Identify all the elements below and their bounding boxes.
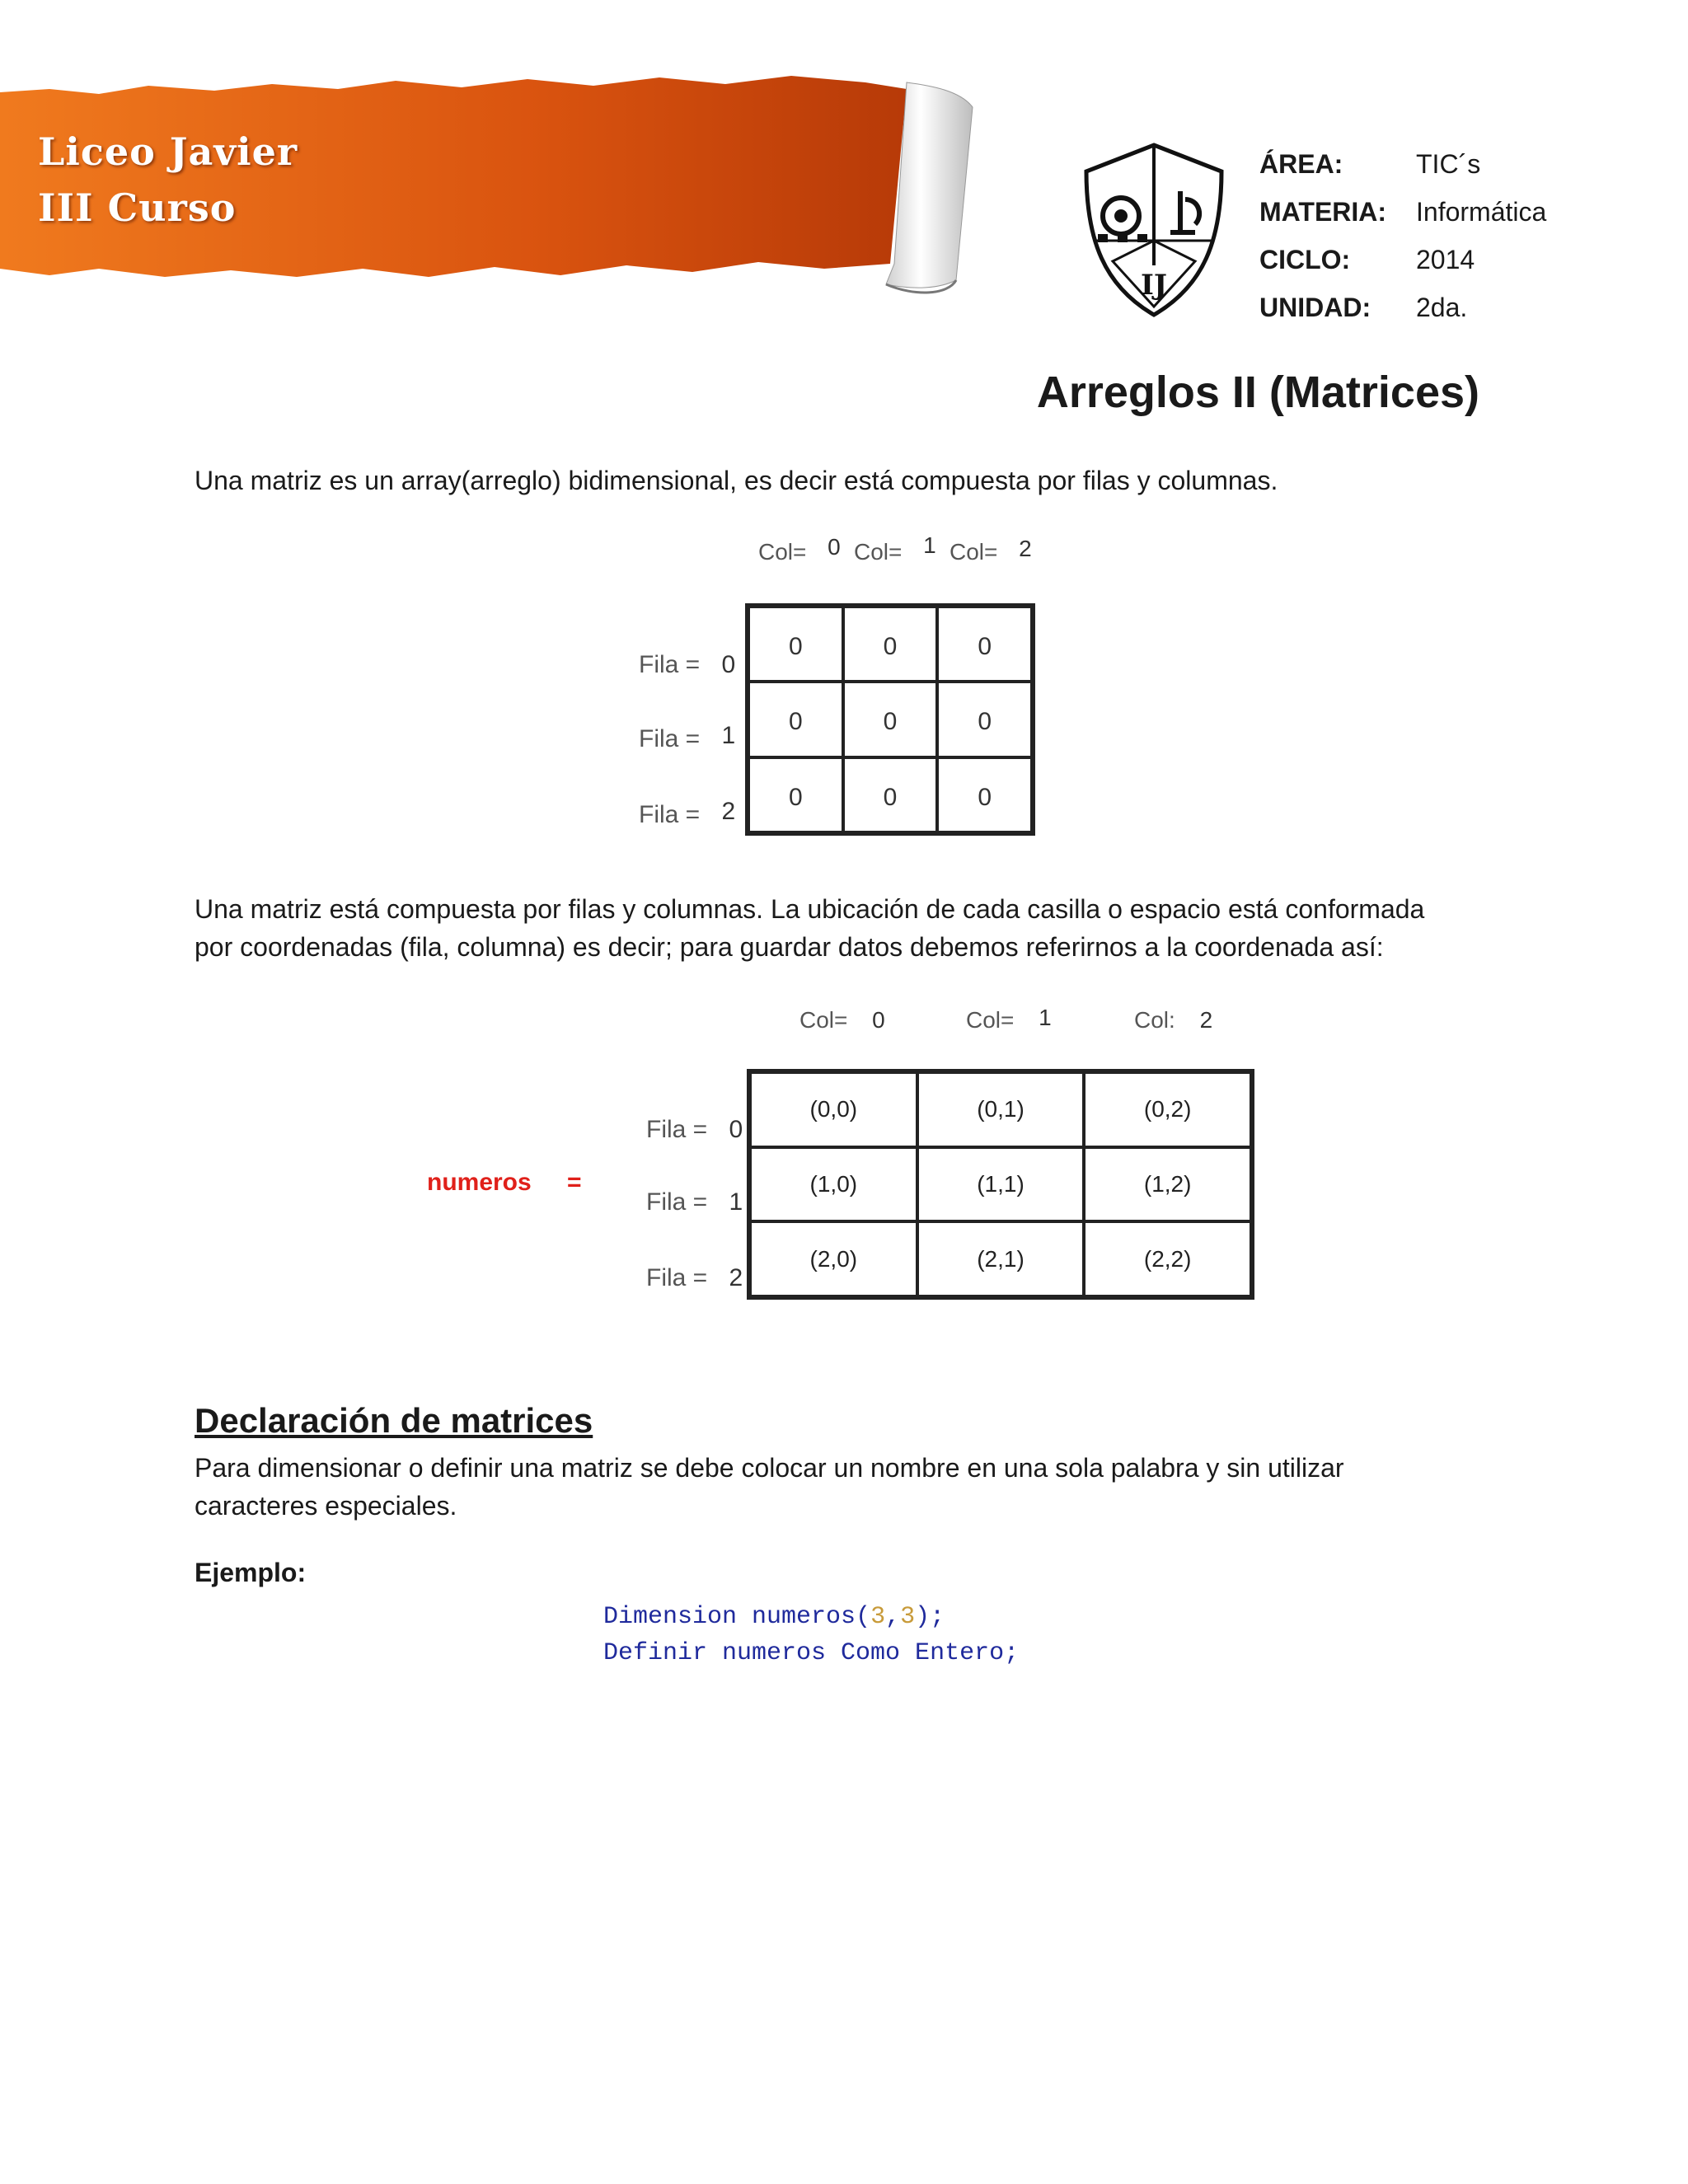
- intro-paragraph: Una matriz es un array(arreglo) bidimensional, es decir está compuesta por filas y columnas.: [195, 466, 1278, 495]
- matrix-cell: (1,0): [750, 1147, 917, 1222]
- paragraph-line: por coordenadas (fila, columna) es decir; para guardar datos debemos referirnos a la coordenada así:: [195, 932, 1384, 962]
- paragraph-line: Para dimensionar o definir una matriz se debe colocar un nombre en una sola palabra y sin utilizar: [195, 1453, 1344, 1483]
- row-label: Fila =: [639, 725, 701, 752]
- info-row-ciclo: [1259, 236, 1546, 284]
- paragraph-line: caracteres especiales.: [195, 1491, 457, 1521]
- matrix-cell: 0: [843, 607, 938, 682]
- matrix-cell: 0: [748, 757, 843, 832]
- row-header: [646, 1188, 743, 1216]
- matrix-cell: 0: [748, 607, 843, 682]
- row-header: [639, 798, 736, 829]
- code-punctuation: );: [915, 1603, 945, 1631]
- matrix-cell: (0,1): [917, 1072, 1085, 1147]
- matrix-equals-sign: =: [567, 1169, 582, 1196]
- matrix-cell: 0: [748, 682, 843, 757]
- col-label: Col=: [854, 539, 903, 565]
- matrix-cell: (0,0): [750, 1072, 917, 1147]
- col-label: Col=: [758, 539, 807, 565]
- banner-title: [38, 124, 298, 236]
- info-value: TIC´s: [1416, 148, 1481, 179]
- col-label: Col=: [950, 539, 998, 565]
- col-label: Col:: [1134, 1007, 1175, 1033]
- col-index: 2: [1019, 536, 1032, 561]
- col-index: 0: [828, 534, 841, 560]
- code-punctuation: (: [856, 1603, 871, 1631]
- coordinates-paragraph: [195, 890, 1480, 966]
- matrix-cell: (2,2): [1084, 1221, 1251, 1296]
- column-header: [950, 536, 1032, 565]
- matrix-cell: (1,1): [917, 1147, 1085, 1222]
- col-index: 1: [1039, 1005, 1052, 1030]
- column-header: [1134, 1007, 1212, 1033]
- column-header: [758, 534, 841, 565]
- code-number: 3: [870, 1603, 886, 1631]
- matrix-cell: 0: [843, 757, 938, 832]
- col-index: 0: [872, 1007, 885, 1033]
- row-index: 0: [721, 651, 736, 678]
- row-index: 0: [729, 1116, 743, 1143]
- matrix-cell: 0: [937, 607, 1032, 682]
- section-heading: Declaración de matrices: [195, 1401, 593, 1440]
- banner-line-1: Liceo Javier: [38, 129, 298, 174]
- row-header: [639, 722, 736, 753]
- info-value: 2da.: [1416, 292, 1468, 322]
- school-shield-icon: [1080, 142, 1228, 319]
- matrix2-grid: [747, 1069, 1254, 1300]
- row-label: Fila =: [639, 801, 701, 828]
- row-label: Fila =: [646, 1188, 708, 1216]
- row-header: [646, 1116, 743, 1144]
- row-header: [646, 1264, 743, 1292]
- code-number: 3: [900, 1603, 916, 1631]
- info-row-unidad: [1259, 284, 1546, 331]
- code-punctuation: ,: [885, 1603, 901, 1631]
- matrix-cell: (1,2): [1084, 1147, 1251, 1222]
- info-row-area: [1259, 140, 1546, 188]
- info-key: ÁREA:: [1259, 148, 1343, 179]
- matrix-cell: 0: [937, 682, 1032, 757]
- page-title: Arreglos II (Matrices): [1036, 368, 1479, 417]
- info-key: CICLO:: [1259, 244, 1351, 274]
- matrix1-grid: [745, 603, 1035, 836]
- code-line: Definir numeros Como Entero;: [603, 1639, 1020, 1667]
- row-label: Fila =: [639, 651, 701, 678]
- matrix-cell: 0: [843, 682, 938, 757]
- row-header: [639, 651, 735, 679]
- matrix-variable-name: numeros: [427, 1169, 532, 1196]
- column-header: [799, 1007, 885, 1033]
- matrix-cell: (0,2): [1084, 1072, 1251, 1147]
- code-keyword: Dimension numeros: [603, 1603, 856, 1631]
- col-index: 1: [923, 532, 936, 558]
- col-label: Col=: [966, 1007, 1015, 1033]
- row-label: Fila =: [646, 1264, 708, 1291]
- info-key: MATERIA:: [1259, 196, 1387, 227]
- info-key: UNIDAD:: [1259, 292, 1372, 322]
- col-label: Col=: [799, 1007, 848, 1033]
- code-line: [603, 1599, 1019, 1635]
- row-index: 2: [721, 798, 736, 825]
- code-example: [603, 1599, 1019, 1671]
- banner-line-2: III Curso: [38, 185, 237, 230]
- example-label: Ejemplo:: [195, 1558, 307, 1587]
- paragraph-line: Una matriz está compuesta por filas y columnas. La ubicación de cada casilla o espacio está conformada: [195, 894, 1425, 924]
- matrix-cell: (2,0): [750, 1221, 917, 1296]
- row-index: 1: [729, 1188, 743, 1216]
- svg-text:IJ: IJ: [1141, 269, 1167, 302]
- course-info: [1259, 140, 1546, 331]
- col-index: 2: [1199, 1007, 1213, 1033]
- matrix-cell: (2,1): [917, 1221, 1085, 1296]
- column-header: [854, 532, 936, 565]
- column-header: [966, 1007, 1052, 1033]
- declaration-paragraph: [195, 1449, 1480, 1525]
- row-index: 1: [721, 722, 736, 749]
- info-value: 2014: [1416, 244, 1475, 274]
- info-row-materia: [1259, 188, 1546, 236]
- row-label: Fila =: [646, 1116, 708, 1143]
- row-index: 2: [729, 1264, 743, 1291]
- info-value: Informática: [1416, 196, 1547, 227]
- matrix-cell: 0: [937, 757, 1032, 832]
